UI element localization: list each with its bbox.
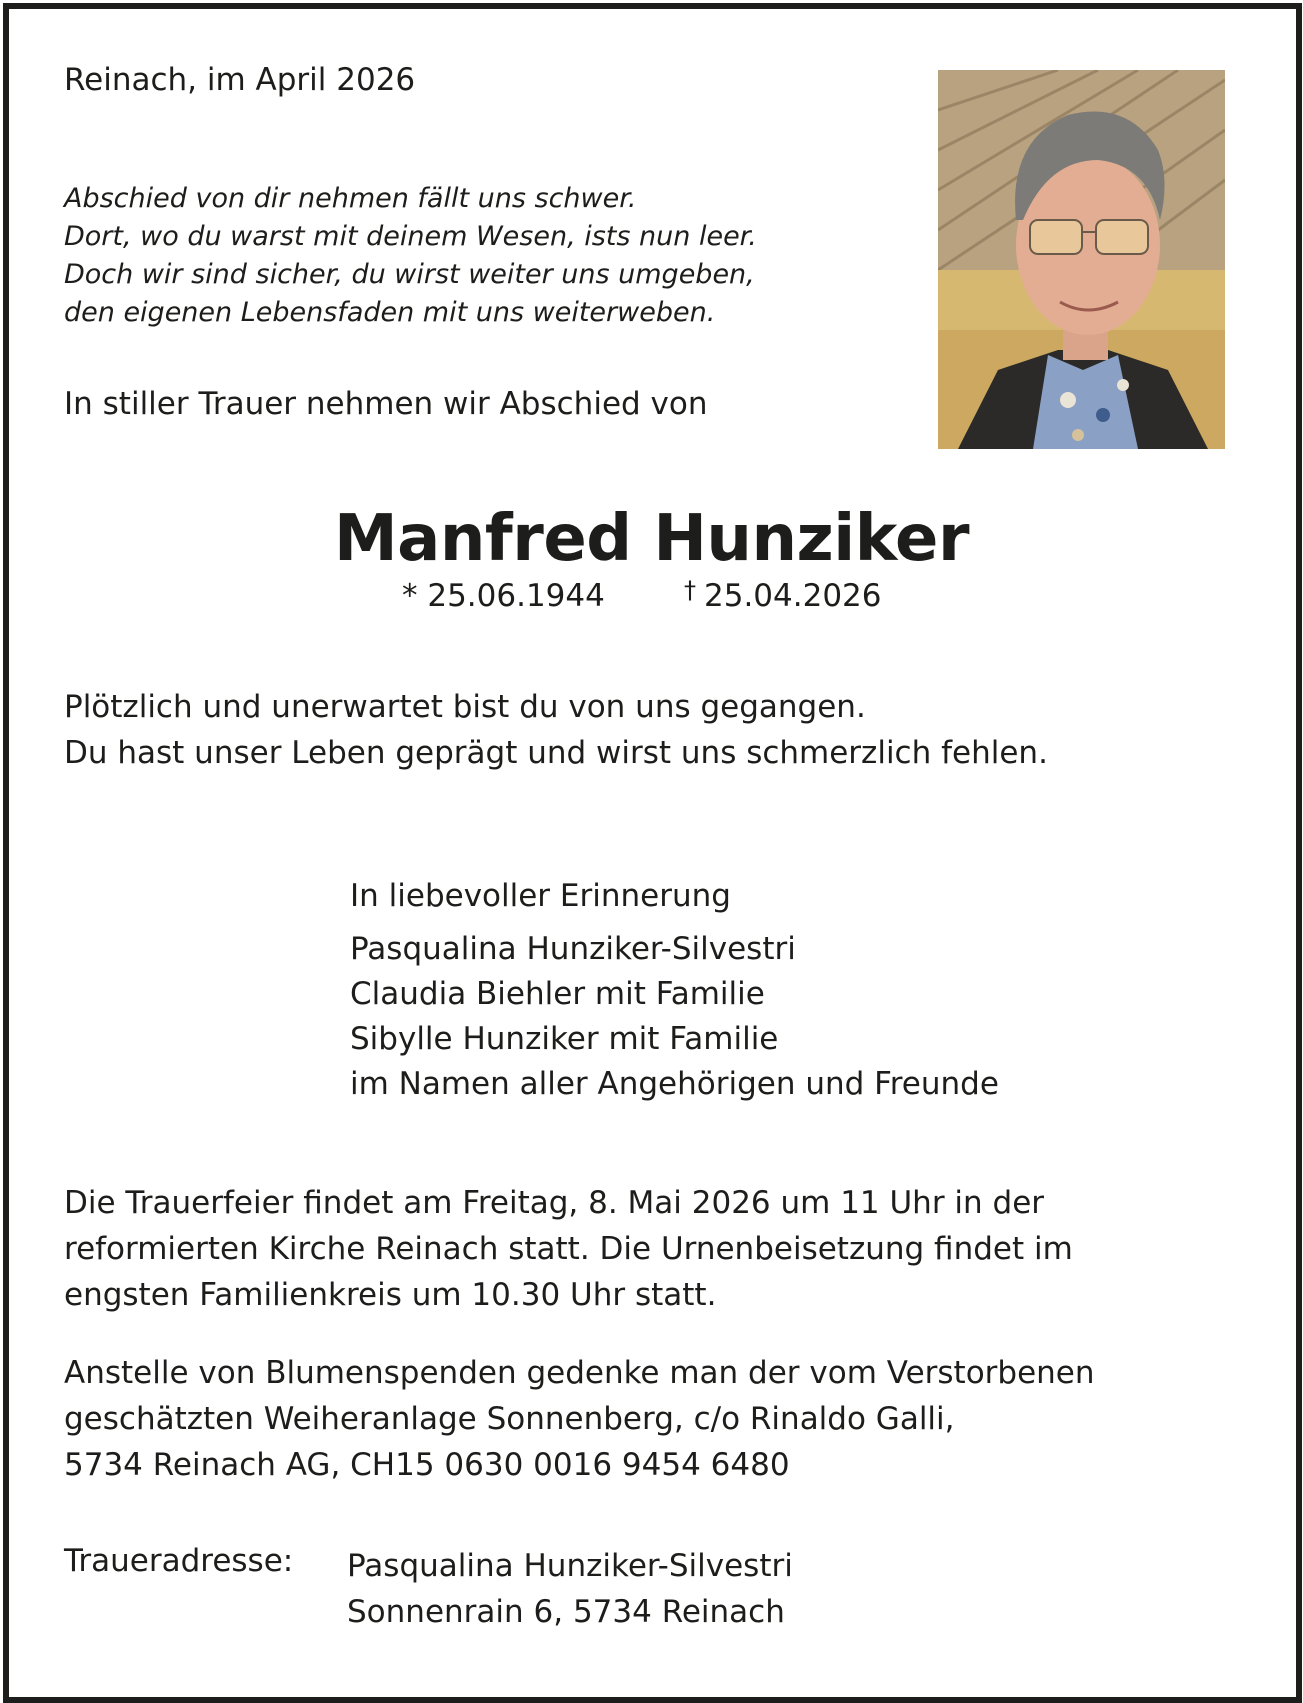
death-date: 25.04.2026 [704, 578, 882, 614]
intro-line: In stiller Trauer nehmen wir Abschied von [64, 386, 708, 422]
donation-info [64, 1350, 1095, 1488]
donation-line: Anstelle von Blumenspenden gedenke man der vom Verstorbenen [64, 1355, 1095, 1391]
place-date: Reinach, im April 2026 [64, 62, 416, 98]
address-line: Pasqualina Hunziker-Silvestri [347, 1548, 793, 1584]
ceremony-line: reformierten Kirche Reinach statt. Die Urnenbeisetzung findet im [64, 1231, 1073, 1267]
message-line: Plötzlich und unerwartet bist du von uns gegangen. [64, 689, 866, 725]
message-line: Du hast unser Leben geprägt und wirst uns schmerzlich fehlen. [64, 735, 1048, 771]
portrait-photo [938, 70, 1225, 449]
poem-line: den eigenen Lebensfaden mit uns weiterweben. [64, 297, 716, 328]
poem-line: Abschied von dir nehmen fällt uns schwer. [64, 183, 637, 214]
ceremony-line: Die Trauerfeier findet am Freitag, 8. Mai 2026 um 11 Uhr in der [64, 1185, 1045, 1221]
ceremony-info [64, 1180, 1073, 1318]
signers-block [350, 874, 999, 1107]
birth-date: * 25.06.1944 [402, 578, 605, 614]
message [64, 684, 1048, 776]
memory-heading: In liebevoller Erinnerung [350, 878, 731, 914]
death-date-group [684, 578, 882, 614]
poem-line: Dort, wo du warst mit deinem Wesen, ists nun leer. [64, 221, 757, 252]
poem-line: Doch wir sind sicher, du wirst weiter uns umgeben, [64, 259, 755, 290]
deceased-name: Manfred Hunziker [333, 502, 970, 576]
signer: im Namen aller Angehörigen und Freunde [350, 1066, 999, 1102]
poem [64, 180, 757, 332]
donation-line: 5734 Reinach AG, CH15 0630 0016 9454 6480 [64, 1447, 790, 1483]
cross-icon: † [684, 576, 696, 604]
signer: Claudia Biehler mit Familie [350, 976, 765, 1012]
signer: Pasqualina Hunziker-Silvestri [350, 931, 796, 967]
mourning-address [347, 1543, 793, 1635]
signer: Sibylle Hunziker mit Familie [350, 1021, 779, 1057]
donation-line: geschätzten Weiheranlage Sonnenberg, c/o Rinaldo Galli, [64, 1401, 955, 1437]
address-line: Sonnenrain 6, 5734 Reinach [347, 1594, 785, 1630]
ceremony-line: engsten Familienkreis um 10.30 Uhr statt. [64, 1277, 717, 1313]
address-label: Traueradresse: [64, 1543, 294, 1579]
